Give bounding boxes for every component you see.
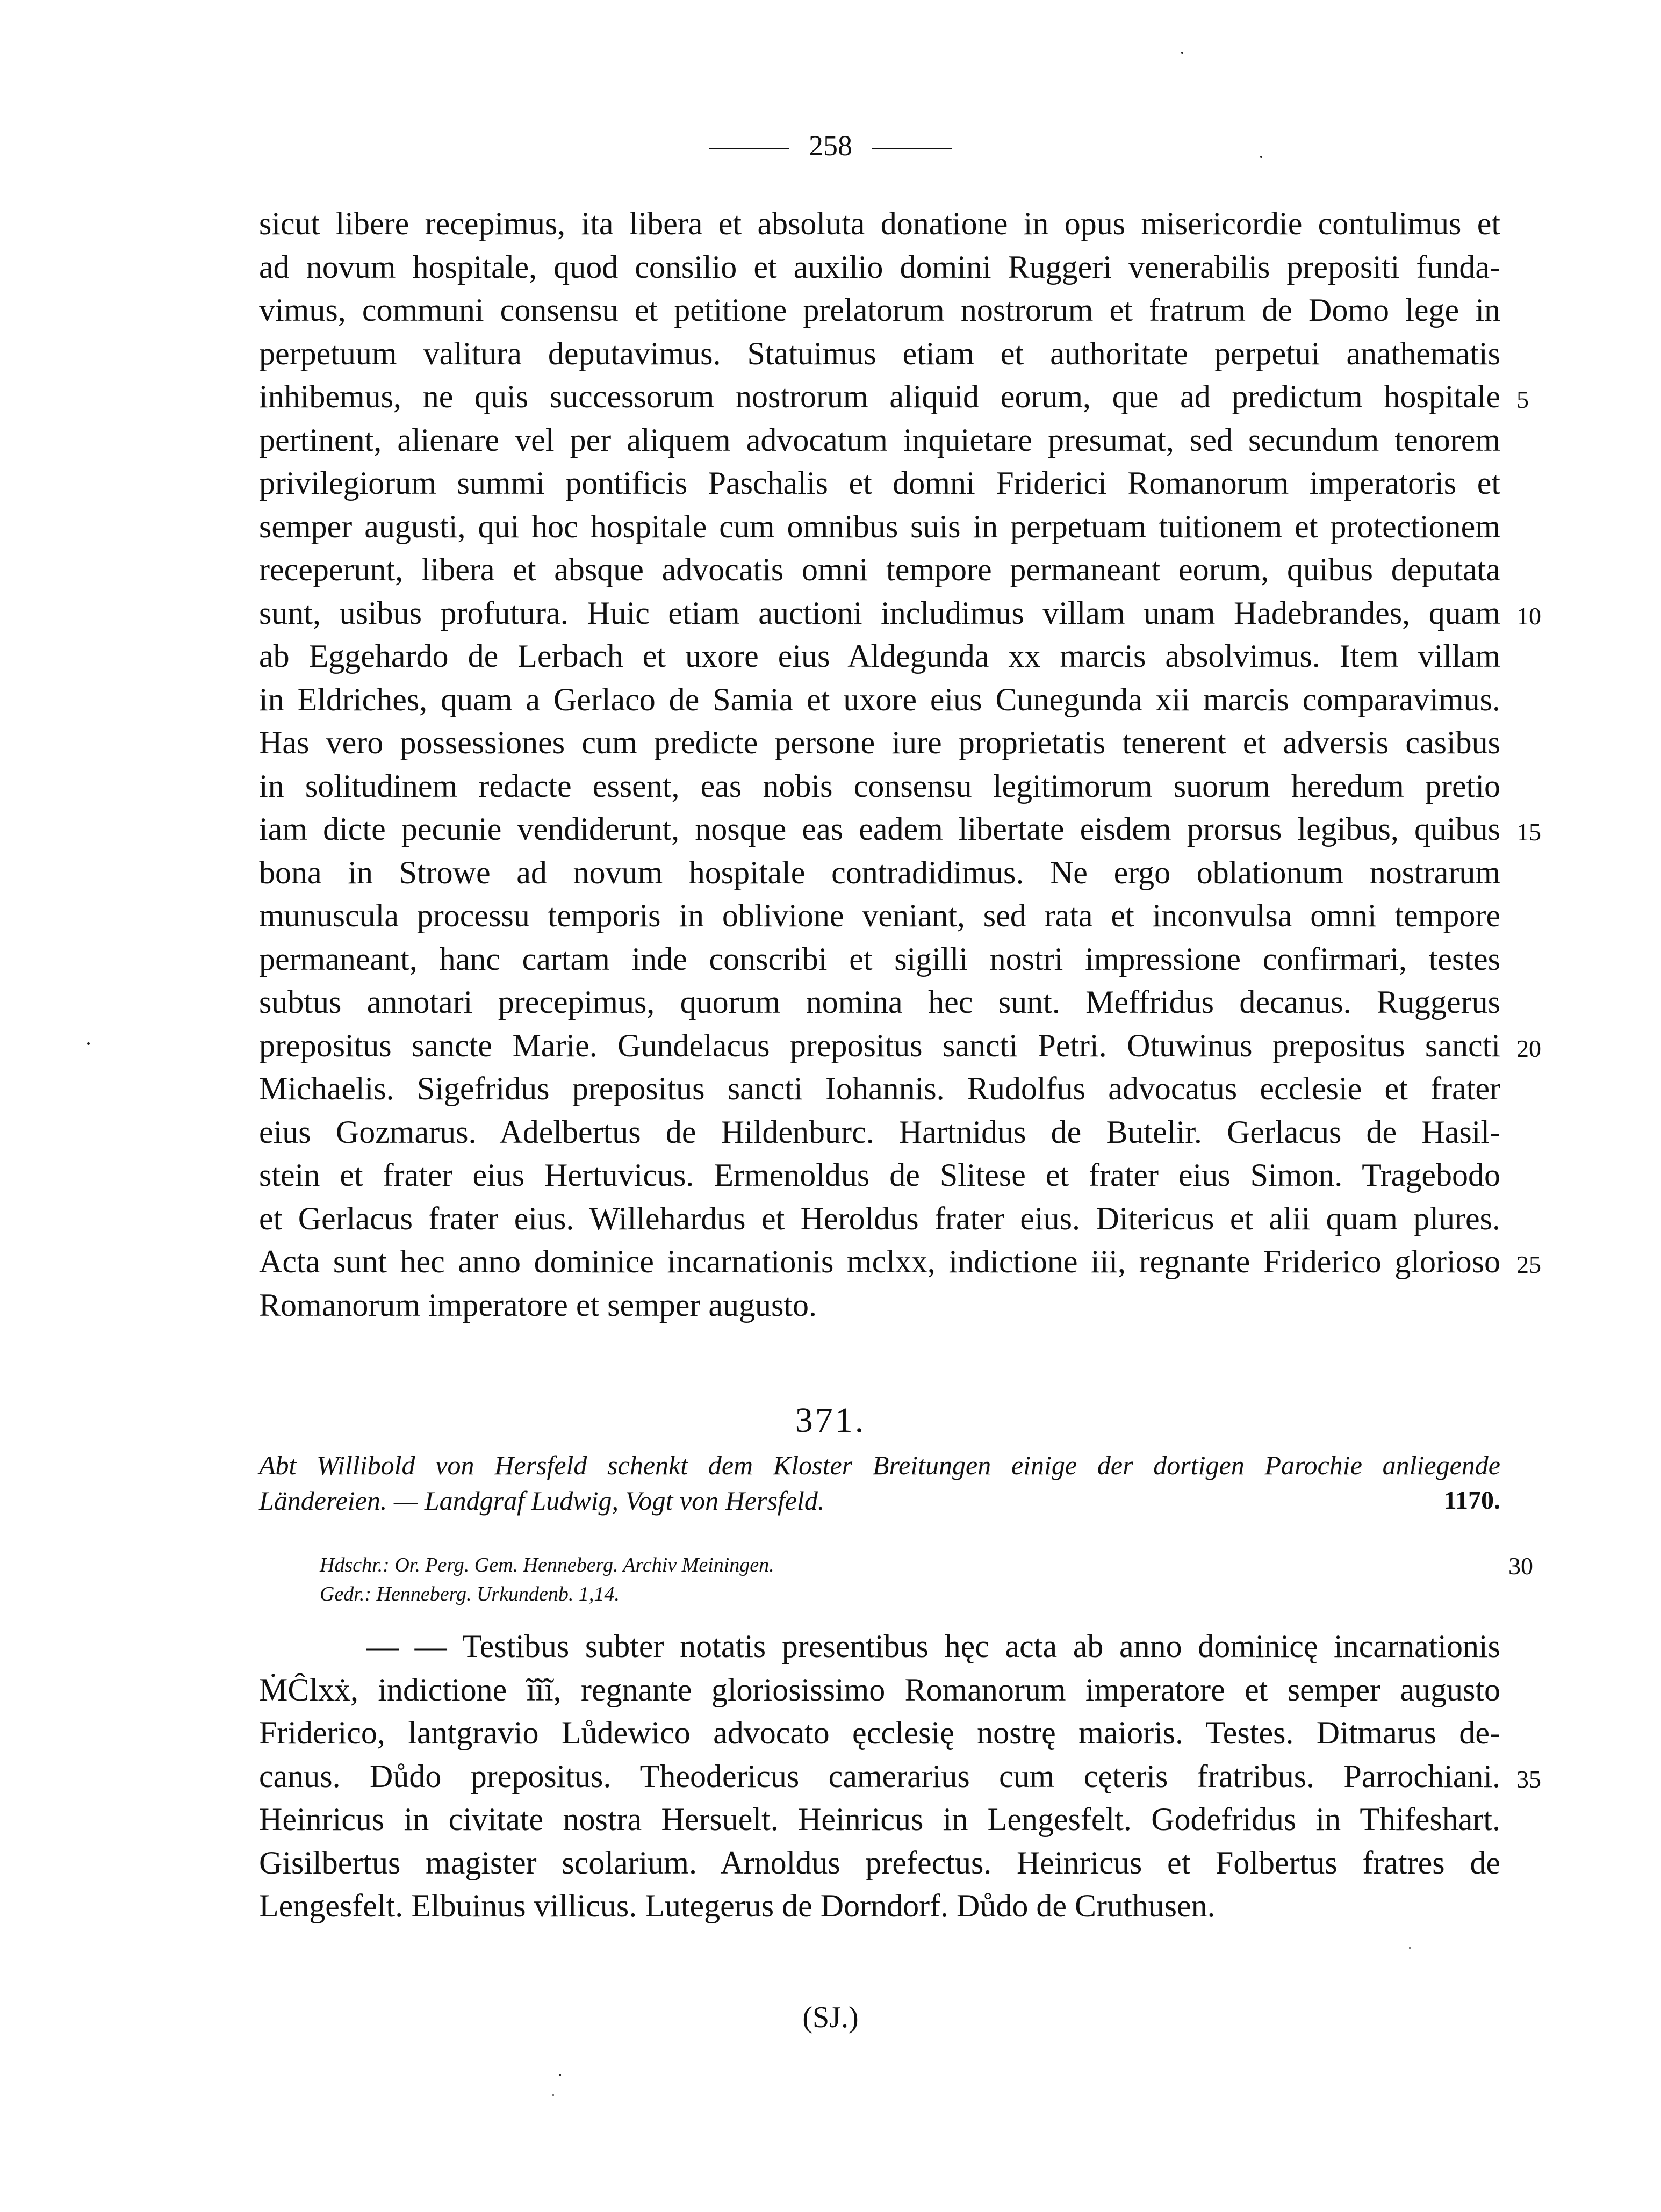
editor-signature: (SJ.): [802, 2001, 859, 2034]
text-line: permaneant, hanc cartam inde conscribi et sigilli nostri impressione confirmari, testes: [259, 941, 1500, 977]
header-rule-right: [872, 148, 952, 149]
charter-text: [259, 1625, 1541, 1928]
text-line: sicut libere recepimus, ita libera et absoluta donatione in opus misericordie contulimus et: [259, 206, 1500, 241]
text-line: ab Eggehardo de Lerbach et uxore eius Aldegunda xx marcis absolvimus. Item villam: [259, 638, 1500, 674]
text-line: in Eldriches, quam a Gerlaco de Samia et uxore eius Cunegunda xii marcis comparavimus.: [259, 681, 1500, 717]
text-line: sunt, usibus profutura. Huic etiam auctioni includimus villam unam Hadebrandes, quam 10: [259, 592, 1500, 635]
scan-speck: [552, 2094, 554, 2096]
text-line: ṀĈlxẋ, indictione ĩĩĩ, regnante gloriosissimo Romanorum imperatore et semper augusto: [259, 1671, 1500, 1707]
source-line: Hdschr.: Or. Perg. Gem. Henneberg. Archiv Meiningen. 30: [320, 1552, 1533, 1580]
line-number: 25: [1516, 1251, 1541, 1278]
text-line: et Gerlacus frater eius. Willehardus et Heroldus frater eius. Ditericus et alii quam plures.: [259, 1200, 1500, 1236]
text-line: semper augusti, qui hoc hospitale cum omnibus suis in perpetuam tuitionem et protectionem: [259, 508, 1500, 544]
text-line: receperunt, libera et absque advocatis omni tempore permaneant eorum, quibus deputata: [259, 552, 1500, 587]
page-header: [0, 127, 1661, 164]
text-line: canus. Důdo prepositus. Theodericus camerarius cum cęteris fratribus. Parrochiani. 35: [259, 1755, 1500, 1798]
main-text: [259, 202, 1541, 1327]
text-line: pertinent, alienare vel per aliquem advocatum inquietare presumat, sed secundum tenorem: [259, 422, 1500, 458]
scan-speck: [1181, 52, 1183, 54]
text-line: perpetuum valitura deputavimus. Statuimus etiam et authoritate perpetui anathematis: [259, 335, 1500, 371]
line-number: 15: [1516, 818, 1541, 846]
regest-line: Abt Willibold von Hersfeld schenkt dem Kloster Breitungen einige der dortigen Parochie anliegende: [259, 1450, 1500, 1480]
text-line: inhibemus, ne quis successorum nostrorum aliquid eorum, que ad predictum hospitale 5: [259, 375, 1500, 419]
line-number: 10: [1516, 602, 1541, 630]
text-line: Acta sunt hec anno dominice incarnationis mclxx, indictione iii, regnante Friderico glorioso 25: [259, 1240, 1500, 1284]
text-line: Friderico, lantgravio Lůdewico advocato ęcclesię nostrę maioris. Testes. Ditmarus de-: [259, 1715, 1500, 1750]
text-line: — — Testibus subter notatis presentibus hęc acta ab anno dominicę incarnationis: [366, 1629, 1500, 1664]
source-line: Gedr.: Henneberg. Urkundenb. 1,14.: [320, 1583, 620, 1605]
text-line: Heinricus in civitate nostra Hersuelt. Heinricus in Lengesfelt. Godefridus in Thifeshart.: [259, 1802, 1500, 1837]
scan-speck: [87, 1042, 90, 1045]
line-number: 20: [1516, 1034, 1541, 1062]
text-line: Lengesfelt. Elbuinus villicus. Lutegerus de Dorndorf. Důdo de Cruthusen.: [259, 1888, 1216, 1923]
text-line: Michaelis. Sigefridus prepositus sancti Iohannis. Rudolfus advocatus ecclesie et frater: [259, 1071, 1500, 1106]
text-line: prepositus sancte Marie. Gundelacus prepositus sancti Petri. Otuwinus prepositus sancti 20: [259, 1024, 1500, 1068]
page-number: 258: [809, 129, 852, 162]
line-number: 35: [1516, 1765, 1541, 1793]
text-line: stein et frater eius Hertuvicus. Ermenoldus de Slitese et frater eius Simon. Tragebodo: [259, 1157, 1500, 1193]
scan-speck: [1409, 1947, 1411, 1949]
header-rule-left: [709, 148, 789, 149]
text-line: privilegiorum summi pontificis Paschalis et domni Friderici Romanorum imperatoris et: [259, 465, 1500, 501]
line-number: 5: [1516, 386, 1529, 413]
scan-speck: [559, 2074, 561, 2076]
text-line: bona in Strowe ad novum hospitale contradidimus. Ne ergo oblationum nostrarum: [259, 854, 1500, 890]
text-line: Has vero possessiones cum predicte persone iure proprietatis tenerent et adversis casibus: [259, 725, 1500, 760]
text-line: iam dicte pecunie vendiderunt, nosque eas eadem libertate eisdem prorsus legibus, quibus 15: [259, 808, 1500, 851]
regest-date: 1170.: [1443, 1486, 1500, 1515]
sources: [320, 1551, 1533, 1609]
text-line: munuscula processu temporis in oblivione veniant, sed rata et inconvulsa omni tempore: [259, 898, 1500, 933]
text-line: in solitudinem redacte essent, eas nobis consensu legitimorum suorum heredum pretio: [259, 768, 1500, 804]
line-number: 30: [1508, 1552, 1533, 1580]
document-number: 371.: [795, 1401, 866, 1440]
text-line: Gisilbertus magister scolarium. Arnoldus prefectus. Heinricus et Folbertus fratres de: [259, 1844, 1500, 1880]
scan-speck: [1260, 156, 1262, 158]
text-line: eius Gozmarus. Adelbertus de Hildenburc. Hartnidus de Butelir. Gerlacus de Hasil-: [259, 1114, 1500, 1150]
text-line: subtus annotari precepimus, quorum nomina hec sunt. Meffridus decanus. Ruggerus: [259, 984, 1500, 1020]
text-line: vimus, communi consensu et petitione prelatorum nostrorum et fratrum de Domo lege in: [259, 292, 1500, 328]
regest-line: Ländereien. — Landgraf Ludwig, Vogt von Hersfeld. 1170.: [259, 1483, 1500, 1518]
regest: [259, 1447, 1500, 1518]
text-line: Romanorum imperatore et semper augusto.: [259, 1287, 817, 1323]
text-line: ad novum hospitale, quod consilio et auxilio domini Ruggeri venerabilis prepositi funda-: [259, 249, 1500, 285]
